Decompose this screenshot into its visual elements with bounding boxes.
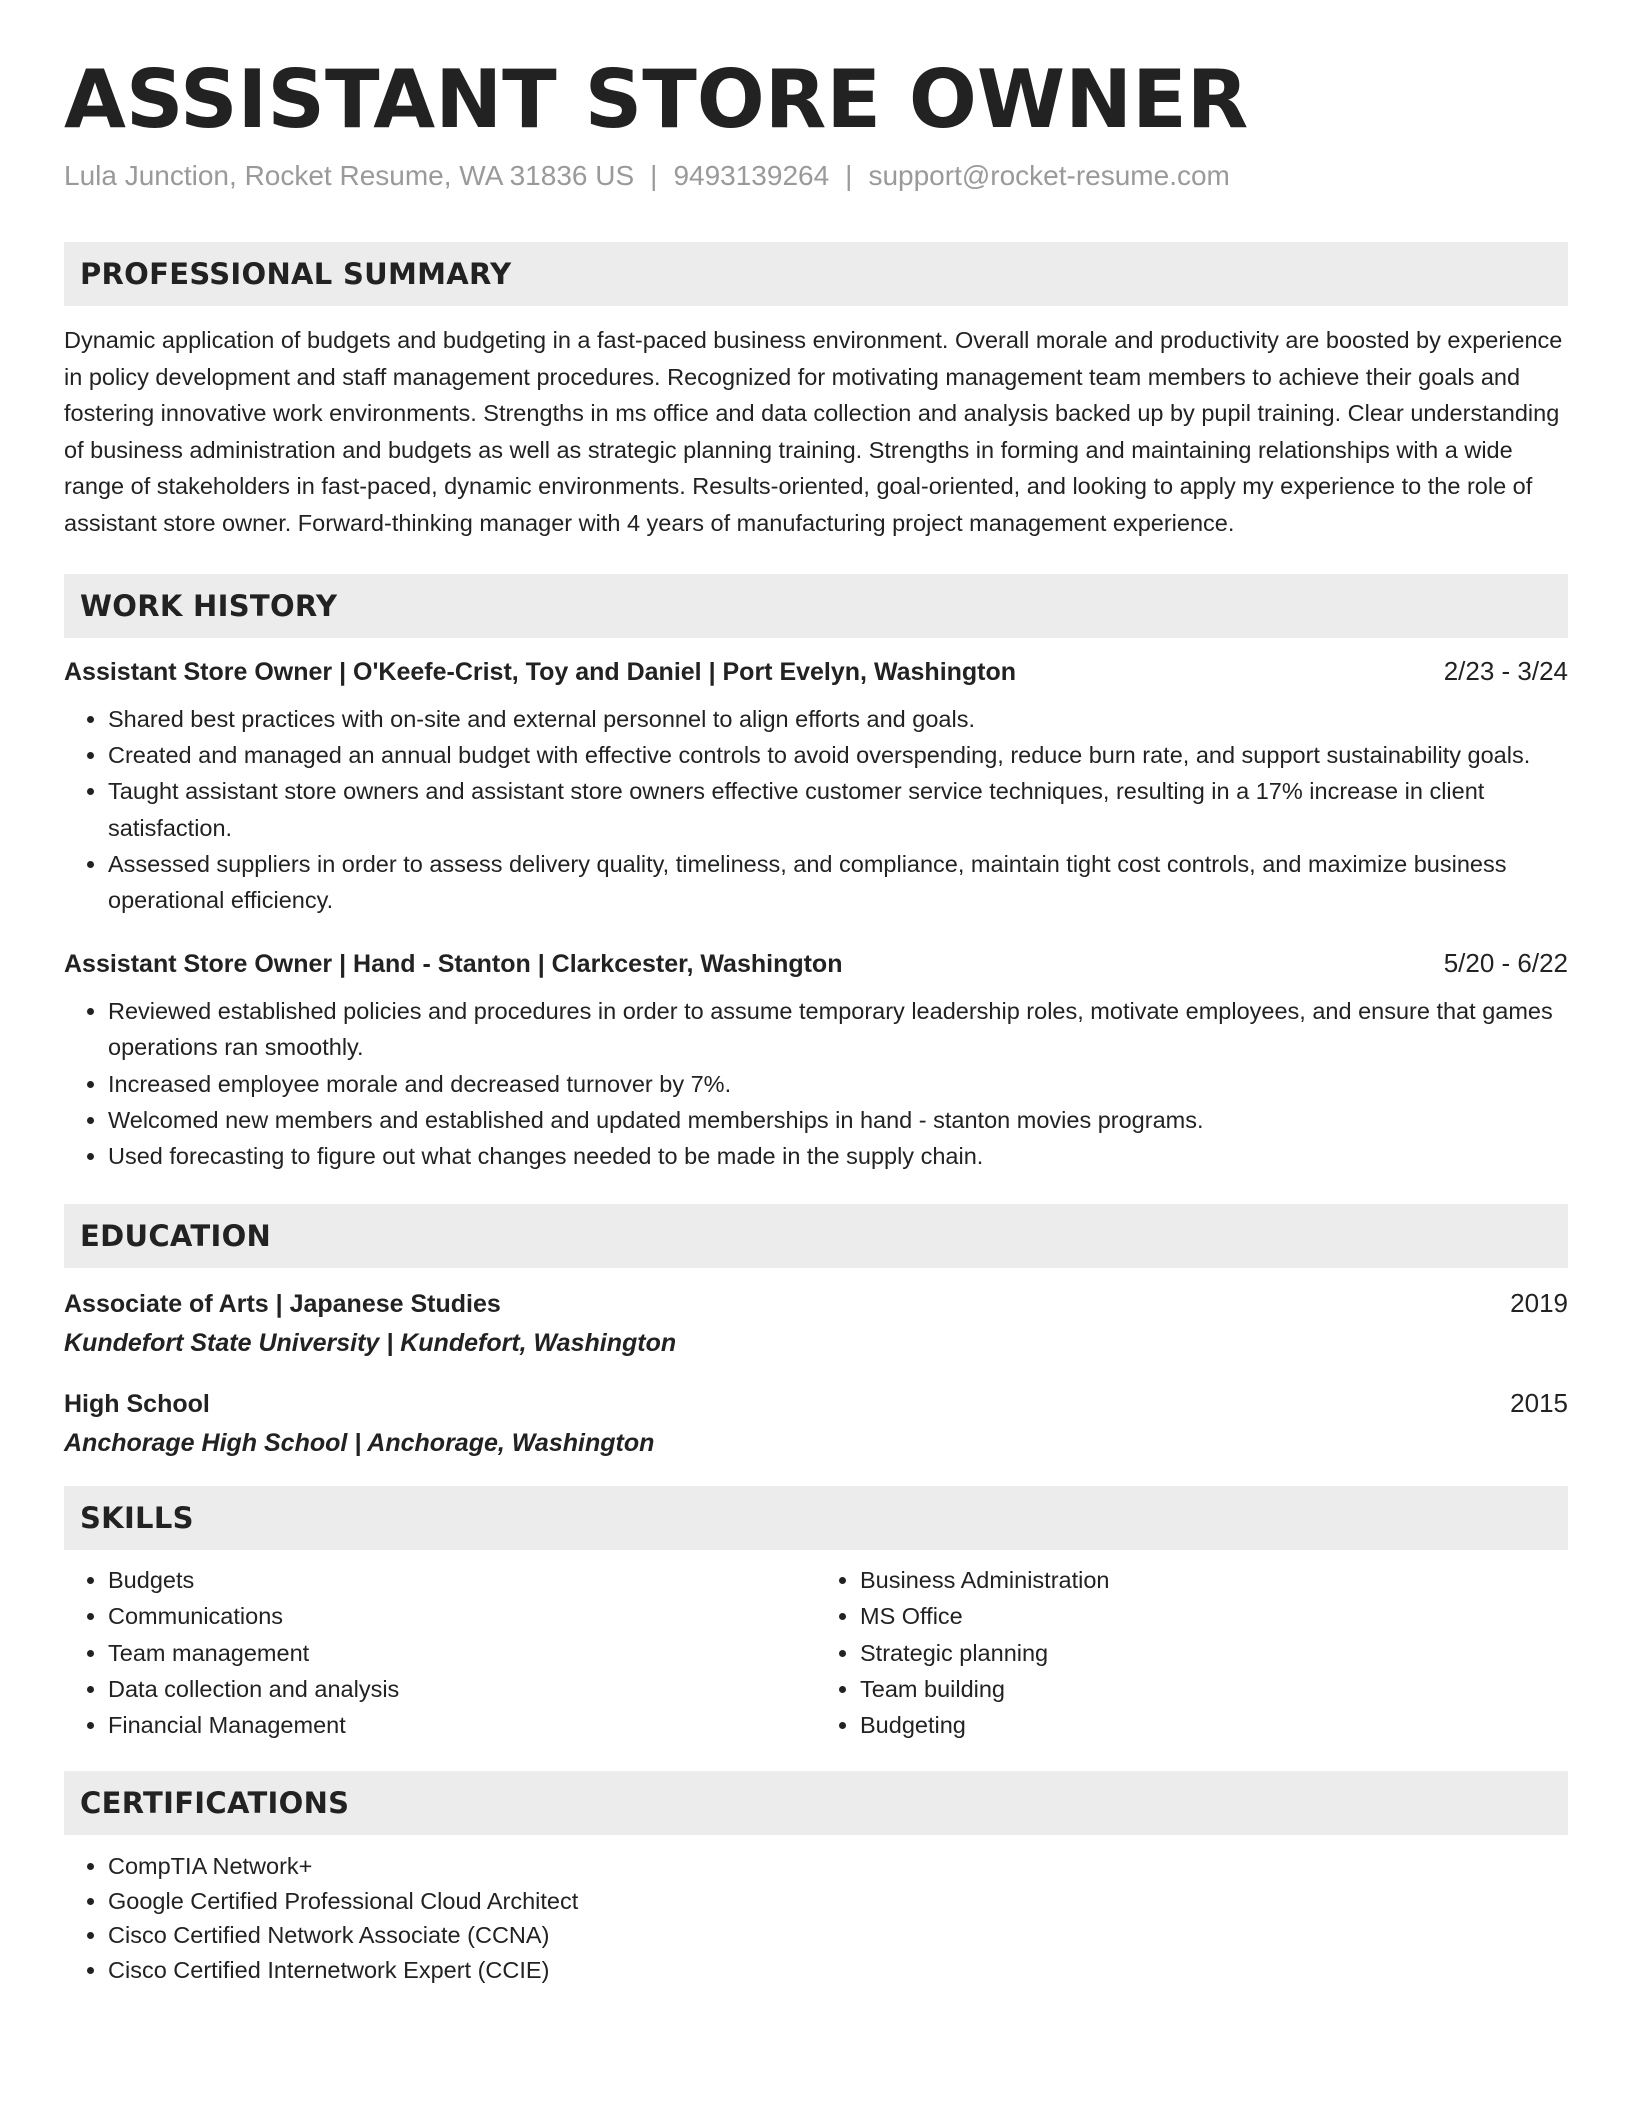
skills-column-right xyxy=(816,1562,1568,1743)
job-dates: 5/20 - 6/22 xyxy=(1443,948,1568,979)
list-item: • Strategic planning xyxy=(860,1635,1568,1671)
job-heading-row xyxy=(64,948,1568,979)
contact-phone: 9493139264 xyxy=(673,160,830,191)
list-item: • Team building xyxy=(860,1671,1568,1707)
list-item: • Cisco Certified Network Associate (CCNA) xyxy=(108,1918,1568,1953)
list-item: • Financial Management xyxy=(108,1707,816,1743)
education-school: Anchorage High School | Anchorage, Washington xyxy=(64,1429,655,1458)
list-item: • Reviewed established policies and procedures in order to assume temporary leadership roles, motivate employees, and ensure that games operations ran smoothly. xyxy=(108,993,1568,1065)
contact-line xyxy=(64,160,1568,192)
list-item: • MS Office xyxy=(860,1598,1568,1634)
education-degree: Associate of Arts | Japanese Studies xyxy=(64,1290,501,1319)
list-item: • Team management xyxy=(108,1635,816,1671)
section-header-skills: SKILLS xyxy=(64,1486,1568,1550)
summary-text: Dynamic application of budgets and budgeting in a fast-paced business environment. Overall morale and productivity are boosted by experience in policy development and staff management procedures. Recognized for motivating management team members to achieve their goals and fostering innovative work environments. Strengths in ms office and data collection and analysis backed up by pupil training. Clear understanding of business administration and budgets as well as strategic planning training. Strengths in forming and maintaining relationships with a wide range of stakeholders in fast-paced, dynamic environments. Results-oriented, goal-oriented, and looking to apply my experience to the role of assistant store owner. Forward-thinking manager with 4 years of manufacturing project management experience. xyxy=(64,327,1563,536)
education-school: Kundefort State University | Kundefort, Washington xyxy=(64,1329,677,1358)
skills-grid xyxy=(64,1562,1568,1743)
job-bullets xyxy=(64,701,1568,918)
job-title: Assistant Store Owner | O'Keefe-Crist, Toy and Daniel | Port Evelyn, Washington xyxy=(64,658,1017,686)
list-item: • Data collection and analysis xyxy=(108,1671,816,1707)
list-item: • CompTIA Network+ xyxy=(108,1849,1568,1884)
list-item: • Cisco Certified Internetwork Expert (CCIE) xyxy=(108,1953,1568,1988)
job-heading-row xyxy=(64,656,1568,687)
list-item: • Budgeting xyxy=(860,1707,1568,1743)
job-title: Assistant Store Owner | Hand - Stanton | Clarkcester, Washington xyxy=(64,950,843,979)
contact-separator: | xyxy=(650,160,658,191)
section-header-education: EDUCATION xyxy=(64,1204,1568,1268)
list-item: • Taught assistant store owners and assistant store owners effective customer service techniques, resulting in a 17% increase in client satisfaction. xyxy=(108,773,1568,845)
contact-address: Lula Junction, Rocket Resume, WA 31836 US xyxy=(64,160,635,191)
skills-column-left xyxy=(64,1562,816,1743)
section-header-summary: PROFESSIONAL SUMMARY xyxy=(64,242,1568,306)
list-item: • Google Certified Professional Cloud Architect xyxy=(108,1884,1568,1919)
list-item: • Used forecasting to figure out what changes needed to be made in the supply chain. xyxy=(108,1138,1568,1174)
list-item: • Business Administration xyxy=(860,1562,1568,1598)
section-header-certifications: CERTIFICATIONS xyxy=(64,1771,1568,1835)
section-header-work: WORK HISTORY xyxy=(64,574,1568,638)
certifications-list xyxy=(64,1849,1568,1987)
list-item: • Welcomed new members and established and updated memberships in hand - stanton movies programs. xyxy=(108,1102,1568,1138)
job-bullets xyxy=(64,993,1568,1174)
resume-title: ASSISTANT STORE OWNER xyxy=(64,53,1249,146)
list-item: • Shared best practices with on-site and external personnel to align efforts and goals. xyxy=(108,701,1568,737)
contact-separator: | xyxy=(845,160,853,191)
list-item: • Created and managed an annual budget with effective controls to avoid overspending, reduce burn rate, and support sustainability goals. xyxy=(108,737,1568,773)
list-item: • Budgets xyxy=(108,1562,816,1598)
job-entry xyxy=(64,948,1568,1174)
education-year: 2015 xyxy=(1510,1388,1568,1419)
education-heading-row xyxy=(64,1288,1568,1319)
education-entry xyxy=(64,1388,1568,1458)
job-entry xyxy=(64,656,1568,918)
education-year: 2019 xyxy=(1510,1288,1568,1319)
contact-email: support@rocket-resume.com xyxy=(868,160,1230,191)
education-heading-row xyxy=(64,1388,1568,1419)
list-item: • Assessed suppliers in order to assess delivery quality, timeliness, and compliance, maintain tight cost controls, and maximize business operational efficiency. xyxy=(108,846,1568,918)
education-entry xyxy=(64,1288,1568,1358)
list-item: • Increased employee morale and decreased turnover by 7%. xyxy=(108,1066,1568,1102)
education-degree: High School xyxy=(64,1390,210,1419)
job-dates: 2/23 - 3/24 xyxy=(1443,656,1568,686)
list-item: • Communications xyxy=(108,1598,816,1634)
